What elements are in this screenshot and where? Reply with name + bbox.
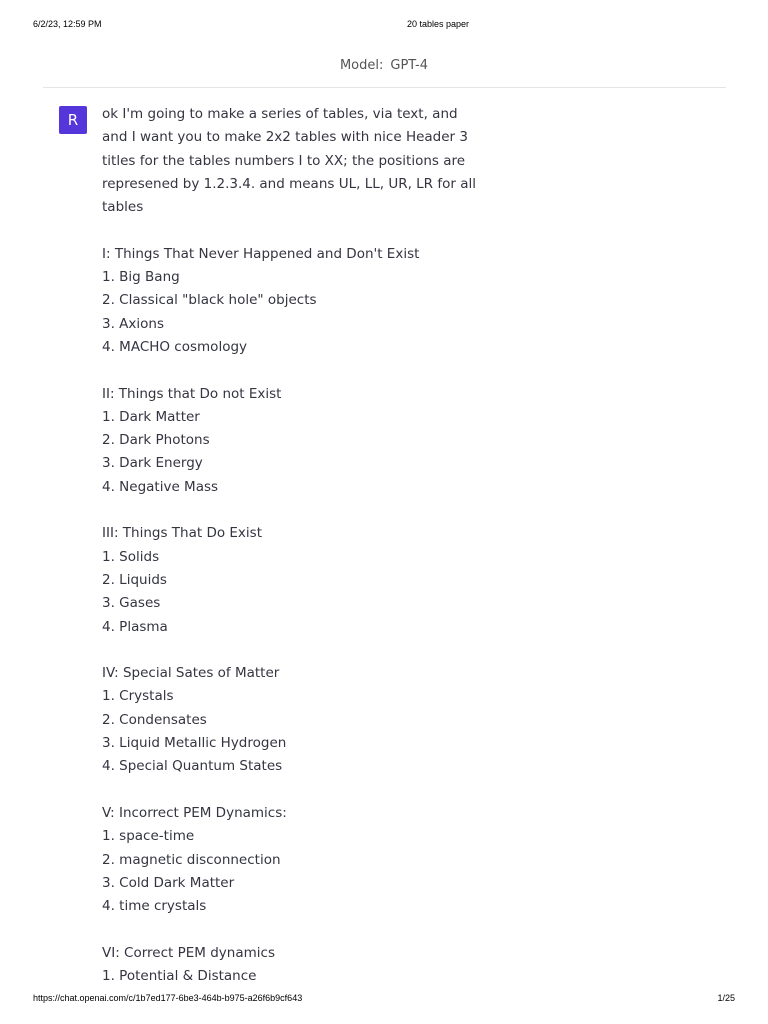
table-spec-item: 4. Negative Mass [102, 478, 219, 495]
table-spec-item: 1. space-time [102, 828, 195, 845]
table-spec-item: 1. Solids [102, 548, 160, 565]
model-value: GPT-4 [390, 58, 429, 73]
page-number: 1/25 [717, 993, 735, 1003]
table-spec-title: II: Things that Do not Exist [102, 385, 282, 402]
table-spec-item: 3. Liquid Metallic Hydrogen [102, 735, 287, 752]
table-spec-item: 1. Dark Matter [102, 408, 200, 425]
table-spec-title: IV: Special Sates of Matter [102, 665, 280, 682]
header-divider [43, 87, 726, 88]
intro-line: represened by 1.2.3.4. and means UL, LL, UR, LR for all [102, 175, 476, 192]
print-header [33, 19, 735, 33]
table-spec-item: 4. MACHO cosmology [102, 338, 248, 355]
intro-line: titles for the tables numbers I to XX; the positions are [102, 152, 466, 169]
table-spec-item: 3. Axions [102, 315, 164, 332]
table-spec-item: 3. Gases [102, 595, 161, 612]
table-spec-group [102, 942, 474, 989]
intro-line: ok I'm going to make a series of tables, via text, and [102, 106, 458, 122]
table-spec-group [102, 802, 474, 918]
user-avatar: R [59, 106, 87, 134]
table-spec-item: 2. Classical "black hole" objects [102, 292, 317, 309]
table-spec-title: V: Incorrect PEM Dynamics: [102, 804, 287, 821]
message-body [102, 103, 474, 988]
table-spec-item: 2. Dark Photons [102, 432, 210, 449]
page-url: https://chat.openai.com/c/1b7ed177-6be3-464b-b975-a26f6b9cf643 [33, 993, 303, 1003]
table-spec-item: 4. Plasma [102, 618, 168, 635]
table-spec-item: 3. Cold Dark Matter [102, 874, 235, 891]
table-spec-item: 1. Crystals [102, 688, 174, 705]
table-spec-group [102, 383, 474, 499]
table-spec-group [102, 662, 474, 778]
table-spec-item: 1. Potential & Distance [102, 967, 257, 984]
table-spec-title: VI: Correct PEM dynamics [102, 944, 275, 961]
print-footer [33, 993, 735, 1007]
print-date: 6/2/23, 12:59 PM [33, 19, 102, 29]
table-spec-item: 1. Big Bang [102, 269, 180, 286]
print-title: 20 tables paper [407, 19, 470, 29]
table-spec-item: 4. Special Quantum States [102, 758, 283, 775]
table-spec-group [102, 243, 474, 359]
table-spec-item: 2. Liquids [102, 571, 167, 588]
model-indicator [0, 58, 768, 73]
table-spec-group [102, 522, 474, 638]
table-spec-item: 2. Condensates [102, 711, 207, 728]
model-label: Model: [339, 58, 384, 73]
table-spec-item: 2. magnetic disconnection [102, 851, 281, 868]
table-spec-title: III: Things That Do Exist [102, 525, 262, 542]
table-spec-item: 3. Dark Energy [102, 455, 203, 472]
intro-line: and I want you to make 2x2 tables with nice Header 3 [102, 129, 468, 146]
message-intro [102, 103, 474, 219]
intro-line: tables [102, 199, 144, 216]
table-spec-item: 4. time crystals [102, 898, 207, 915]
table-spec-title: I: Things That Never Happened and Don't Exist [102, 245, 420, 262]
